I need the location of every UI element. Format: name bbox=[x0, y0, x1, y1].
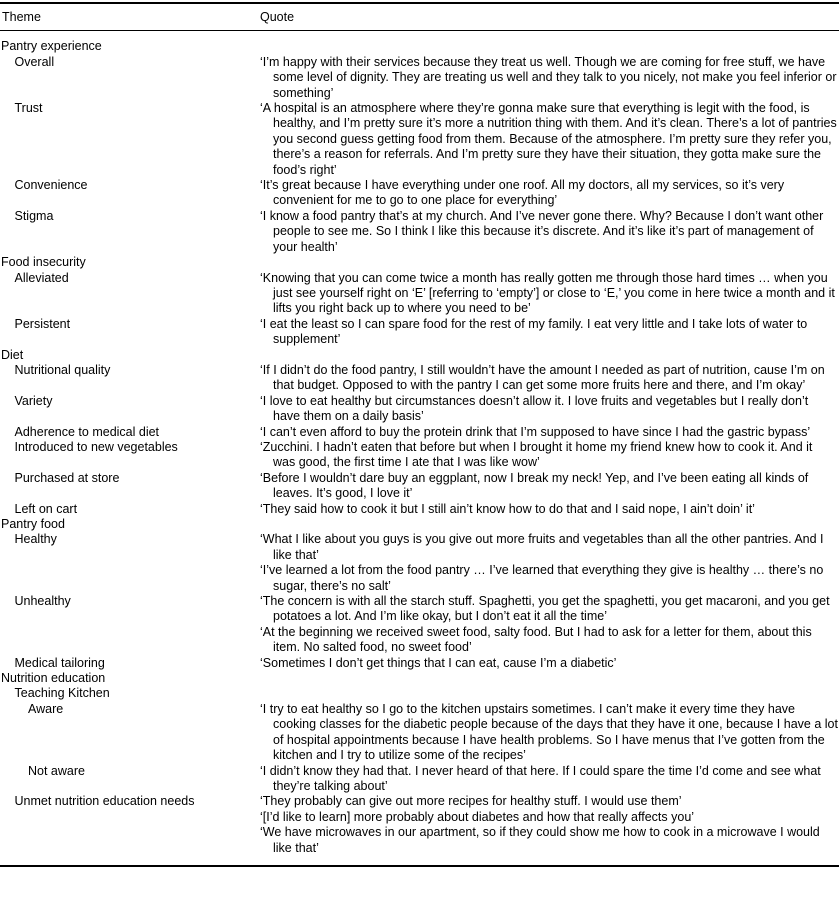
quote-text: ‘I’m happy with their services because they treat us well. Though we are coming for free stuff, we have some level of dignity. They are treating us well and they talk to you nicely, not make you feel inferior or something’ bbox=[260, 54, 837, 100]
quote-text: ‘They said how to cook it but I still ain’t know how to do that and I said nope, I ain’t doin’ it’ bbox=[260, 501, 755, 516]
theme-cell: Convenience bbox=[14, 178, 88, 193]
table-row bbox=[0, 39, 839, 54]
quote-cell bbox=[260, 271, 839, 317]
quote-cell bbox=[260, 101, 839, 178]
table-row bbox=[0, 594, 839, 656]
quote-cell bbox=[260, 764, 839, 795]
theme-cell: Persistent bbox=[14, 316, 71, 331]
table-row bbox=[0, 517, 839, 532]
theme-cell: Healthy bbox=[14, 532, 57, 547]
table-row bbox=[0, 532, 839, 594]
quote-cell bbox=[260, 594, 839, 656]
quote-cell bbox=[260, 702, 839, 764]
table-header bbox=[0, 4, 839, 31]
table-row bbox=[0, 55, 839, 101]
table-row bbox=[0, 255, 839, 270]
quote-text: ‘At the beginning we received sweet food, salty food. But I had to ask for a letter for them, about this item. No salted food, no sweet food’ bbox=[260, 624, 812, 655]
table-row bbox=[0, 764, 839, 795]
header-quote-label: Quote bbox=[260, 10, 295, 24]
theme-cell: Left on cart bbox=[14, 501, 78, 516]
theme-cell: Variety bbox=[14, 393, 53, 408]
theme-cell: Trust bbox=[14, 101, 43, 116]
theme-cell: Food insecurity bbox=[1, 255, 86, 270]
table-row bbox=[0, 502, 839, 517]
table-row bbox=[0, 101, 839, 178]
table-row bbox=[0, 178, 839, 209]
theme-cell: Pantry food bbox=[1, 517, 65, 531]
theme-cell: Medical tailoring bbox=[14, 655, 105, 670]
theme-cell: Nutritional quality bbox=[14, 362, 111, 377]
theme-cell: Alleviated bbox=[14, 270, 69, 285]
quote-text: ‘I didn’t know they had that. I never heard of that here. If I could spare the time I’d come and see what they’re talking about’ bbox=[260, 763, 821, 793]
theme-cell: Diet bbox=[1, 347, 24, 362]
quote-text: ‘Zucchini. I hadn’t eaten that before but when I brought it home my friend knew how to cook it. And it was good, the first time I ate that I was like wow’ bbox=[260, 439, 813, 470]
quote-text: ‘A hospital is an atmosphere where they’re gonna make sure that everything is legit with the food, is healthy, and I’m pretty sure it’s more a nutrition thing with them. And it’s clean. There’s a lot of pantries you second guess getting food from them. Because of the atmosphere. I’m pretty sure they refer you, there’s a reason for referrals. And I’m pretty sure they have their situation, they gotta make sure the food’s right’ bbox=[260, 101, 837, 177]
quote-cell bbox=[260, 348, 839, 363]
quote-text: ‘Before I wouldn’t dare buy an eggplant, now I break my neck! Yep, and I’ve been eating all kinds of leaves. It’s good, I love it’ bbox=[260, 470, 809, 501]
table-row bbox=[0, 271, 839, 317]
quote-cell bbox=[260, 178, 839, 209]
quote-text: ‘The concern is with all the starch stuff. Spaghetti, you get the spaghetti, you get macaroni, and you get potatoes a lot. And I’m like okay, but I don’t eat it all the time’ bbox=[260, 594, 830, 624]
quote-text: ‘I’ve learned a lot from the food pantry … I’ve learned that everything they give is healthy … there’s no sugar, there’s no salt’ bbox=[260, 563, 824, 593]
table-body bbox=[0, 31, 839, 865]
quote-cell bbox=[260, 39, 839, 54]
table-row bbox=[0, 425, 839, 440]
quote-cell bbox=[260, 686, 839, 701]
theme-cell: Purchased at store bbox=[14, 470, 120, 485]
theme-cell: Introduced to new vegetables bbox=[14, 439, 178, 454]
quote-cell bbox=[260, 671, 839, 686]
quote-text: ‘Knowing that you can come twice a month has really gotten me through those hard times … when you just see yourself right on ‘E’ [referring to ‘empty’] or close to ‘E,’ you come in here twice a month and it lifts you right back up to where you need to be’ bbox=[260, 270, 835, 316]
quote-cell bbox=[260, 394, 839, 425]
quote-text: ‘If I didn’t do the food pantry, I still wouldn’t have the amount I needed as part of nutrition, cause I’m on that budget. Opposed to with the pantry I can get some more fruits here and there, and I’m okay’ bbox=[260, 362, 825, 393]
theme-cell: Not aware bbox=[28, 763, 85, 778]
quote-cell bbox=[260, 255, 839, 270]
theme-cell: Unmet nutrition education needs bbox=[14, 794, 195, 809]
quote-text: ‘[I’d like to learn] more probably about diabetes and how that really affects you’ bbox=[260, 809, 695, 824]
quote-text: ‘I eat the least so I can spare food for the rest of my family. I eat very little and I take lots of water to supplement’ bbox=[260, 316, 808, 347]
table-row bbox=[0, 363, 839, 394]
quote-text: ‘I try to eat healthy so I go to the kitchen upstairs sometimes. I can’t make it every time they have cooking classes for the diabetic people because of the days that they have it one, because I have a lot of hospital appointments because I have health problems. So I have menus that I’ve gotten from the kitchen and I try to utilize some of the recipes’ bbox=[260, 701, 838, 763]
quote-cell bbox=[260, 55, 839, 101]
quote-text: ‘I love to eat healthy but circumstances doesn’t allow it. I love fruits and vegetables but I really don’t have them on a daily basis’ bbox=[260, 393, 809, 424]
quote-cell bbox=[260, 656, 839, 671]
quote-text: ‘They probably can give out more recipes for healthy stuff. I would use them’ bbox=[260, 794, 682, 809]
table-row bbox=[0, 209, 839, 255]
table-row bbox=[0, 317, 839, 348]
theme-cell: Aware bbox=[28, 701, 64, 716]
theme-cell: Unhealthy bbox=[14, 594, 71, 609]
quote-cell bbox=[260, 363, 839, 394]
table-row bbox=[0, 394, 839, 425]
quote-text: ‘Sometimes I don’t get things that I can eat, cause I’m a diabetic’ bbox=[260, 655, 617, 670]
theme-cell: Stigma bbox=[14, 208, 54, 223]
table-row bbox=[0, 686, 839, 701]
table-row bbox=[0, 671, 839, 686]
themes-quotes-table bbox=[0, 2, 839, 867]
theme-cell: Pantry experience bbox=[1, 39, 102, 54]
quote-text: ‘I can’t even afford to buy the protein drink that I’m supposed to have since I had the gastric bypass’ bbox=[260, 424, 811, 439]
theme-cell: Overall bbox=[14, 54, 55, 69]
quote-cell bbox=[260, 317, 839, 348]
table-row bbox=[0, 440, 839, 471]
quote-cell bbox=[260, 425, 839, 440]
table-row bbox=[0, 348, 839, 363]
header-theme-label: Theme bbox=[2, 10, 41, 24]
quote-text: ‘I know a food pantry that’s at my church. And I’ve never gone there. Why? Because I don’t want other people to see me. So I think I like this because it’s discrete. And it’s like it’s part of management of your health’ bbox=[260, 208, 824, 254]
quote-cell bbox=[260, 517, 839, 532]
quote-text: ‘It’s great because I have everything under one roof. All my doctors, all my services, so it’s very convenient for me to go to one place for everything’ bbox=[260, 178, 785, 208]
table-row bbox=[0, 656, 839, 671]
quote-cell bbox=[260, 440, 839, 471]
quote-text: ‘What I like about you guys is you give out more fruits and vegetables than all the other pantries. And I like that’ bbox=[260, 532, 824, 562]
quote-cell bbox=[260, 502, 839, 517]
theme-cell: Teaching Kitchen bbox=[14, 686, 110, 701]
quote-cell bbox=[260, 209, 839, 255]
theme-cell: Adherence to medical diet bbox=[14, 424, 160, 439]
table-row bbox=[0, 471, 839, 502]
quote-cell bbox=[260, 532, 839, 594]
table-row bbox=[0, 702, 839, 764]
table-row bbox=[0, 794, 839, 856]
quote-text: ‘We have microwaves in our apartment, so if they could show me how to cook in a microwave I would like that’ bbox=[260, 825, 820, 855]
quote-cell bbox=[260, 794, 839, 856]
theme-cell: Nutrition education bbox=[1, 671, 106, 686]
quote-cell bbox=[260, 471, 839, 502]
